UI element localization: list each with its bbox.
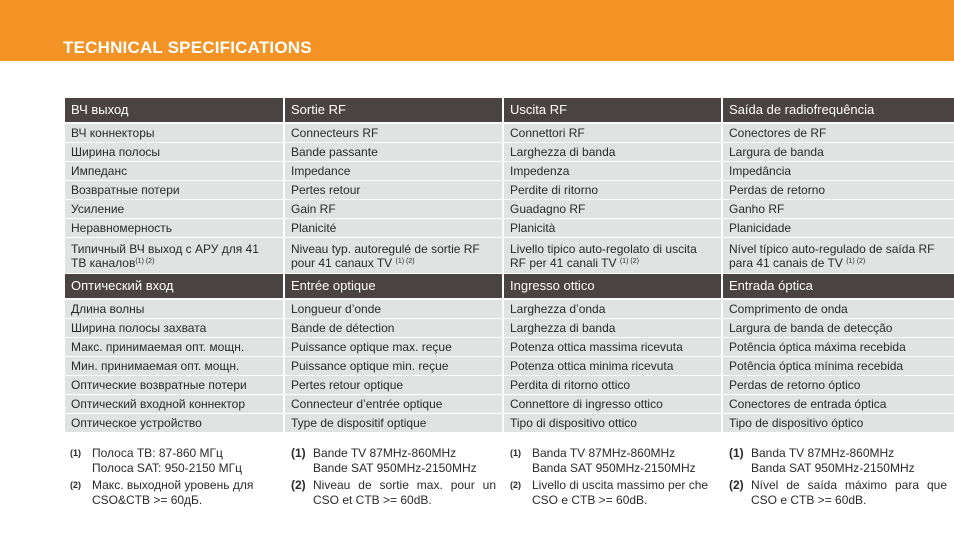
section-header-row [65, 274, 954, 300]
section-header-cell: Entrée optique [284, 274, 503, 300]
table-cell [284, 238, 503, 274]
table-cell: Оптический входной коннектор [65, 395, 284, 414]
cell-text: Nível típico auto-regulado de saída RF para 41 canais de TV [729, 241, 935, 270]
table-row [65, 181, 954, 200]
spec-table [65, 98, 954, 433]
table-cell: Connettore di ingresso ottico [503, 395, 722, 414]
footnote-number: (2) [70, 480, 81, 490]
table-cell: Ganho RF [722, 200, 954, 219]
table-cell: Connecteurs RF [284, 123, 503, 143]
footnotes-ru [70, 446, 275, 508]
table-row [65, 299, 954, 319]
footnote-line: Nível de saída máximo para que CSO e CTB >= 60dB. [751, 478, 947, 507]
table-cell: Largura de banda de detecção [722, 319, 954, 338]
table-row [65, 395, 954, 414]
table-cell: Perdas de retorno óptico [722, 376, 954, 395]
footnotes-it [510, 446, 718, 508]
footnote-ref: (1) (2) [846, 257, 866, 265]
section-header-cell: Ingresso ottico [503, 274, 722, 300]
table-cell: Bande de détection [284, 319, 503, 338]
table-cell: Perdas de retorno [722, 181, 954, 200]
footnote-line: Niveau de sortie max. pour un CSO et CTB >= 60dB. [313, 478, 496, 507]
footnote-2 [291, 478, 496, 508]
page-title: TECHNICAL SPECIFICATIONS [63, 38, 312, 57]
table-cell: Ширина полосы [65, 143, 284, 162]
footnotes-pt [729, 446, 947, 508]
table-cell: Impedance [284, 162, 503, 181]
table-cell: Conectores de RF [722, 123, 954, 143]
table-cell: Мин. принимаемая опт. мощн. [65, 357, 284, 376]
table-cell: Длина волны [65, 299, 284, 319]
footnote-2 [70, 478, 275, 508]
table-cell: Pertes retour optique [284, 376, 503, 395]
section-header-cell: Оптический вход [65, 274, 284, 300]
footnote-1 [70, 446, 275, 476]
footnote-number: (2) [510, 480, 521, 490]
table-cell: Largura de banda [722, 143, 954, 162]
footnote-line: Макс. выходной уровень для CSO&CTB >= 60дБ. [92, 478, 254, 507]
table-cell: Type de dispositif optique [284, 414, 503, 433]
table-cell: Perdite di ritorno [503, 181, 722, 200]
footnote-number: (1) [510, 448, 521, 458]
table-row [65, 219, 954, 238]
footnote-number: (2) [291, 478, 306, 492]
table-row [65, 414, 954, 433]
table-cell: Tipo de dispositivo óptico [722, 414, 954, 433]
section-header-cell: Saída de radiofrequência [722, 98, 954, 123]
section-header-cell: Sortie RF [284, 98, 503, 123]
footnote-line: Bande SAT 950MHz-2150MHz [313, 461, 477, 475]
footnote-2 [510, 478, 718, 508]
table-cell: Potenza ottica minima ricevuta [503, 357, 722, 376]
footnote-line: Livello di uscita massimo per che CSO e CTB >= 60dB. [532, 478, 709, 507]
table-cell: Tipo di dispositivo ottico [503, 414, 722, 433]
section-header-cell: ВЧ выход [65, 98, 284, 123]
table-cell: Larghezza di banda [503, 143, 722, 162]
footnote-line: Banda TV 87MHz-860MHz [751, 446, 895, 460]
table-cell: Potenza ottica massima ricevuta [503, 338, 722, 357]
table-cell: Возвратные потери [65, 181, 284, 200]
table-cell: Макс. принимаемая опт. мощн. [65, 338, 284, 357]
footnote-line: Полоса ТВ: 87-860 МГц [92, 446, 223, 460]
table-cell [722, 238, 954, 274]
footnote-1 [729, 446, 947, 476]
table-row [65, 338, 954, 357]
table-cell: Planicidade [722, 219, 954, 238]
table-cell: Connettori RF [503, 123, 722, 143]
table-cell: Longueur d’onde [284, 299, 503, 319]
table-row [65, 376, 954, 395]
section-header-cell: Entrada óptica [722, 274, 954, 300]
table-row-tall [65, 238, 954, 274]
table-cell: Larghezza di banda [503, 319, 722, 338]
table-cell: Puissance optique max. reçue [284, 338, 503, 357]
cell-text: Niveau typ. autoregulé de sortie RF pour 41 canaux TV [291, 241, 480, 270]
table-cell: Усиление [65, 200, 284, 219]
cell-text: Livello tipico auto-regolato di uscita RF per 41 canali TV [510, 241, 697, 270]
section-header-cell: Uscita RF [503, 98, 722, 123]
footnote-ref: (1) (2) [619, 257, 639, 265]
footnote-ref: (1) (2) [395, 257, 415, 265]
footnote-line: Banda TV 87MHz-860MHz [532, 446, 676, 460]
table-row [65, 123, 954, 143]
footnote-number: (1) [70, 448, 81, 458]
cell-text: Типичный ВЧ выход с АРУ для 41 ТВ каналов [71, 241, 259, 270]
table-cell: Импеданс [65, 162, 284, 181]
footnote-1 [291, 446, 496, 476]
title-banner [0, 0, 954, 61]
table-cell [503, 238, 722, 274]
table-cell: Potência óptica mínima recebida [722, 357, 954, 376]
footnote-number: (1) [291, 446, 306, 460]
footnote-1 [510, 446, 718, 476]
footnote-line: Полоса SAT: 950-2150 МГц [92, 461, 243, 475]
table-cell: Planicità [503, 219, 722, 238]
table-cell: Bande passante [284, 143, 503, 162]
table-cell: Оптическое устройство [65, 414, 284, 433]
table-cell: Comprimento de onda [722, 299, 954, 319]
table-cell: Pertes retour [284, 181, 503, 200]
footnote-line: Bande TV 87MHz-860MHz [313, 446, 457, 460]
table-cell: Неравномерность [65, 219, 284, 238]
table-cell: Impedenza [503, 162, 722, 181]
table-cell: Gain RF [284, 200, 503, 219]
table-cell: Ширина полосы захвата [65, 319, 284, 338]
table-cell: Puissance optique min. reçue [284, 357, 503, 376]
footnote-line: Banda SAT 950MHz-2150MHz [751, 461, 915, 475]
table-cell: Potência óptica máxima recebida [722, 338, 954, 357]
table-cell: Оптические возвратные потери [65, 376, 284, 395]
table-row [65, 319, 954, 338]
table-cell: ВЧ коннекторы [65, 123, 284, 143]
footnotes-fr [291, 446, 496, 508]
footnote-line: Banda SAT 950MHz-2150MHz [532, 461, 696, 475]
table-cell: Impedância [722, 162, 954, 181]
section-header-row [65, 98, 954, 123]
table-cell: Perdita di ritorno ottico [503, 376, 722, 395]
table-cell: Planicité [284, 219, 503, 238]
table-row [65, 143, 954, 162]
footnote-number: (2) [729, 478, 744, 492]
table-row [65, 357, 954, 376]
footnote-ref: (1) (2) [135, 257, 155, 265]
footnote-2 [729, 478, 947, 508]
table-cell [65, 238, 284, 274]
table-cell: Conectores de entrada óptica [722, 395, 954, 414]
table-cell: Larghezza d’onda [503, 299, 722, 319]
footnote-number: (1) [729, 446, 744, 460]
table-row [65, 200, 954, 219]
table-cell: Guadagno RF [503, 200, 722, 219]
table-row [65, 162, 954, 181]
table-cell: Connecteur d’entrée optique [284, 395, 503, 414]
